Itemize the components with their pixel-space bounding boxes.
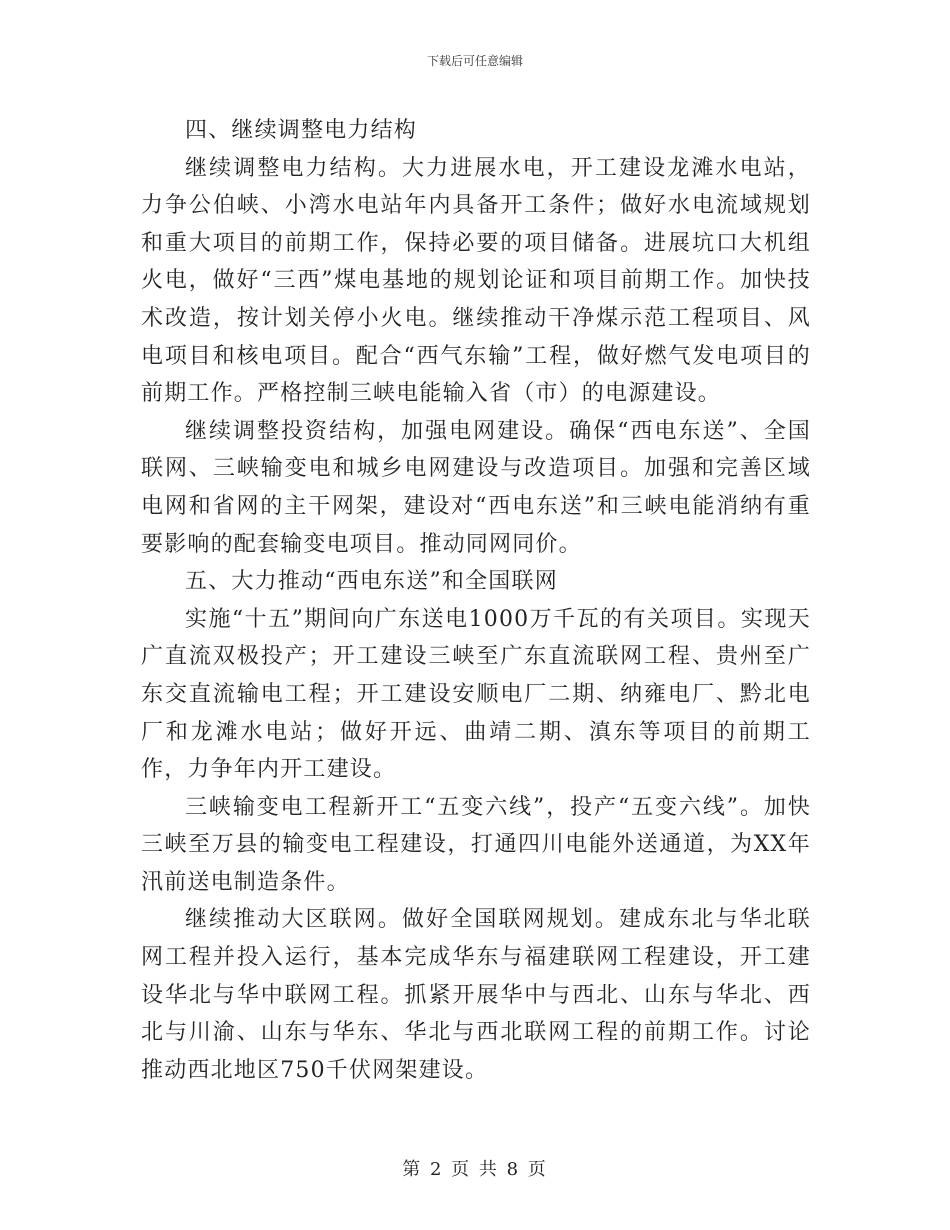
paragraph: 实施“十五”期间向广东送电1000万千瓦的有关项目。实现天广直流双极投产；开工建设三峡至广东直流联网工程、贵州至广东交直流输电工程；开工建设安顺电厂二期、纳雍电厂、黔北电厂和龙滩水电站；做好开远、曲靖二期、滇东等项目的前期工作，力争年内开工建设。 [141, 606, 811, 783]
paragraph: 继续调整投资结构，加强电网建设。确保“西电东送”、全国联网、三峡输变电和城乡电网建设与改造项目。加强和完善区域电网和省网的主干网架，建设对“西电东送”和三峡电能消纳有重要影响的配套输变电项目。推动同网同价。 [141, 418, 811, 557]
section-heading-4: 四、继续调整电力结构 [185, 118, 418, 143]
page-number-footer: 第 2 页 共 8 页 [402, 1159, 548, 1180]
paragraph: 继续推动大区联网。做好全国联网规划。建成东北与华北联网工程并投入运行，基本完成华东与福建联网工程建设，开工建设华北与华中联网工程。抓紧开展华中与西北、山东与华北、西北与川渝、山东与华东、华北与西北联网工程的前期工作。讨论推动西北地区750千伏网架建设。 [141, 907, 811, 1083]
document-body [141, 112, 811, 1089]
paragraph: 三峡输变电工程新开工“五变六线”，投产“五变六线”。加快三峡至万县的输变电工程建设，打通四川电能外送通道，为XX年汛前送电制造条件。 [141, 794, 811, 895]
paragraph: 继续调整电力结构。大力进展水电，开工建设龙滩水电站，力争公伯峡、小湾水电站年内具备开工条件；做好水电流域规划和重大项目的前期工作，保持必要的项目储备。进展坑口大机组火电，做好“三西”煤电基地的规划论证和项目前期工作。加快技术改造，按计划关停小火电。继续推动干净煤示范工程项目、风电项目和核电项目。配合“西气东输”工程，做好燃气发电项目的前期工作。严格控制三峡电能输入省（市）的电源建设。 [141, 155, 811, 407]
page-header: 下载后可任意编辑 [426, 54, 523, 68]
section-heading-5: 五、大力推动“西电东送”和全国联网 [185, 569, 558, 595]
